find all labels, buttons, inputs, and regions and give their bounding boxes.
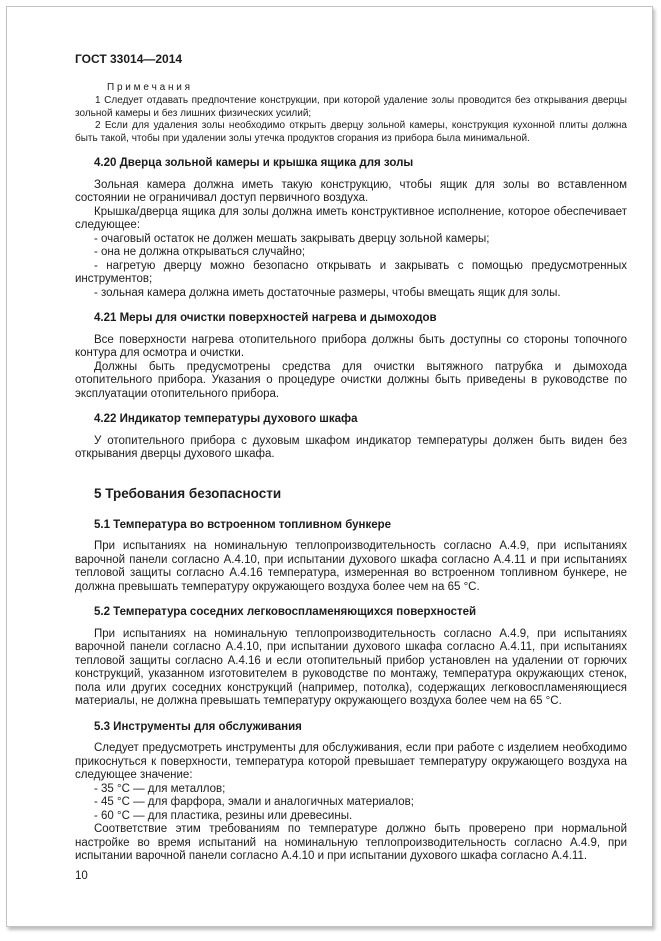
section-heading: 5.3 Инструменты для обслуживания	[94, 720, 302, 733]
section-heading: 4.20 Дверца зольной камеры и крышка ящика для золы	[94, 157, 414, 169]
list-item: - зольная камера должна иметь достаточные размеры, чтобы вмещать ящик для золы.	[94, 286, 561, 299]
document-body	[75, 82, 627, 864]
list-item: - она не должна открываться случайно;	[94, 246, 306, 258]
section-heading: 4.21 Меры для очистки поверхностей нагрева и дымоходов	[94, 312, 437, 324]
paragraph: Крышка/дверца ящика для золы должна иметь конструктивное исполнение, которое обеспечивает следующее:	[75, 205, 627, 231]
notes-label: П р и м е ч а н и я	[107, 81, 191, 93]
document-page	[6, 6, 653, 927]
paragraph: Все поверхности нагрева отопительного прибора должны быть доступны со стороны топочного контура для осмотра и очистки.	[75, 333, 627, 359]
document-header: ГОСТ 33014—2014	[75, 52, 183, 66]
list-item: - 60 °С — для пластика, резины или древесины.	[94, 809, 353, 822]
chapter-heading: 5 Требования безопасности	[94, 485, 282, 501]
page-number: 10	[75, 870, 88, 882]
note-paragraph: 2 Если для удаления золы необходимо открыть дверцу зольной камеры, конструкция кухонной плиты должна быть такой, чтобы при удалении золы утечка продуктов сгорания из прибора была минимальной.	[75, 120, 627, 144]
note-paragraph: 1 Следует отдавать предпочтение конструкции, при которой удаление золы проводится без открывания дверцы зольной камеры и без лишних физических усилий;	[75, 95, 627, 119]
list-item: - нагретую дверцу можно безопасно открывать и закрывать с помощью предусмотренных инструментов;	[75, 259, 627, 285]
list-item: - 45 °С — для фарфора, эмали и аналогичных материалов;	[94, 796, 414, 808]
list-item: - 35 °С — для металлов;	[94, 782, 226, 795]
list-item: - очаговый остаток не должен мешать закрывать дверцу зольной камеры;	[94, 232, 490, 245]
section-heading: 5.2 Температура соседних легковоспламеняющихся поверхностей	[94, 606, 477, 618]
document-content	[7, 7, 652, 864]
section-heading: 4.22 Индикатор температуры духового шкафа	[94, 413, 358, 425]
paragraph: При испытаниях на номинальную теплопроизводительность согласно А.4.9, при испытаниях варочной панели согласно А.4.10, при испытании духового шкафа согласно А.4.11 и при испытаниях тепловой защиты согласно А.4.16 температура, измеренная во встроенном топливном бункере, не должна превышать температуру окружающего воздуха более чем на 65 °С.	[75, 540, 627, 593]
paragraph: Должны быть предусмотрены средства для очистки вытяжного патрубка и дымохода отопительного прибора. Указания о процедуре очистки должны быть приведены в руководстве по эксплуатации отопительного прибора.	[75, 360, 627, 400]
section-heading: 5.1 Температура во встроенном топливном бункере	[94, 518, 392, 531]
paragraph: Зольная камера должна иметь такую конструкцию, чтобы ящик для золы во вставленном состоянии не ограничивал доступ первичного воздуха.	[75, 178, 627, 204]
paragraph: Соответствие этим требованиям по температуре должно быть проверено при нормальной настройке во время испытаний на номинальную теплопроизводительность согласно А.4.9, при испытании варочной панели согласно А.4.10 и при испытании духового шкафа согласно А.4.11.	[75, 823, 627, 862]
paragraph: При испытаниях на номинальную теплопроизводительность согласно А.4.9, при испытаниях варочной панели согласно А.4.10, при испытании духового шкафа согласно А.4.11, при испытаниях тепловой защиты согласно А.4.16 и если отопительный прибор установлен на удалении от горючих конструкций, указанном изготовителем в руководстве по монтажу, температура окружающих стенок, пола или других соседних конструкций (например, потолка), содержащих легковоспламеняющиеся материалы, не должна превышать температуру окружающего воздуха более чем на 65 °С.	[75, 627, 627, 707]
paragraph: Следует предусмотреть инструменты для обслуживания, если при работе с изделием необходимо прикоснуться к поверхности, температура которой превышает температуру окружающего воздуха на следующее значение:	[75, 742, 627, 781]
paragraph: У отопительного прибора с духовым шкафом индикатор температуры должен быть виден без открывания дверцы духового шкафа.	[75, 434, 627, 460]
